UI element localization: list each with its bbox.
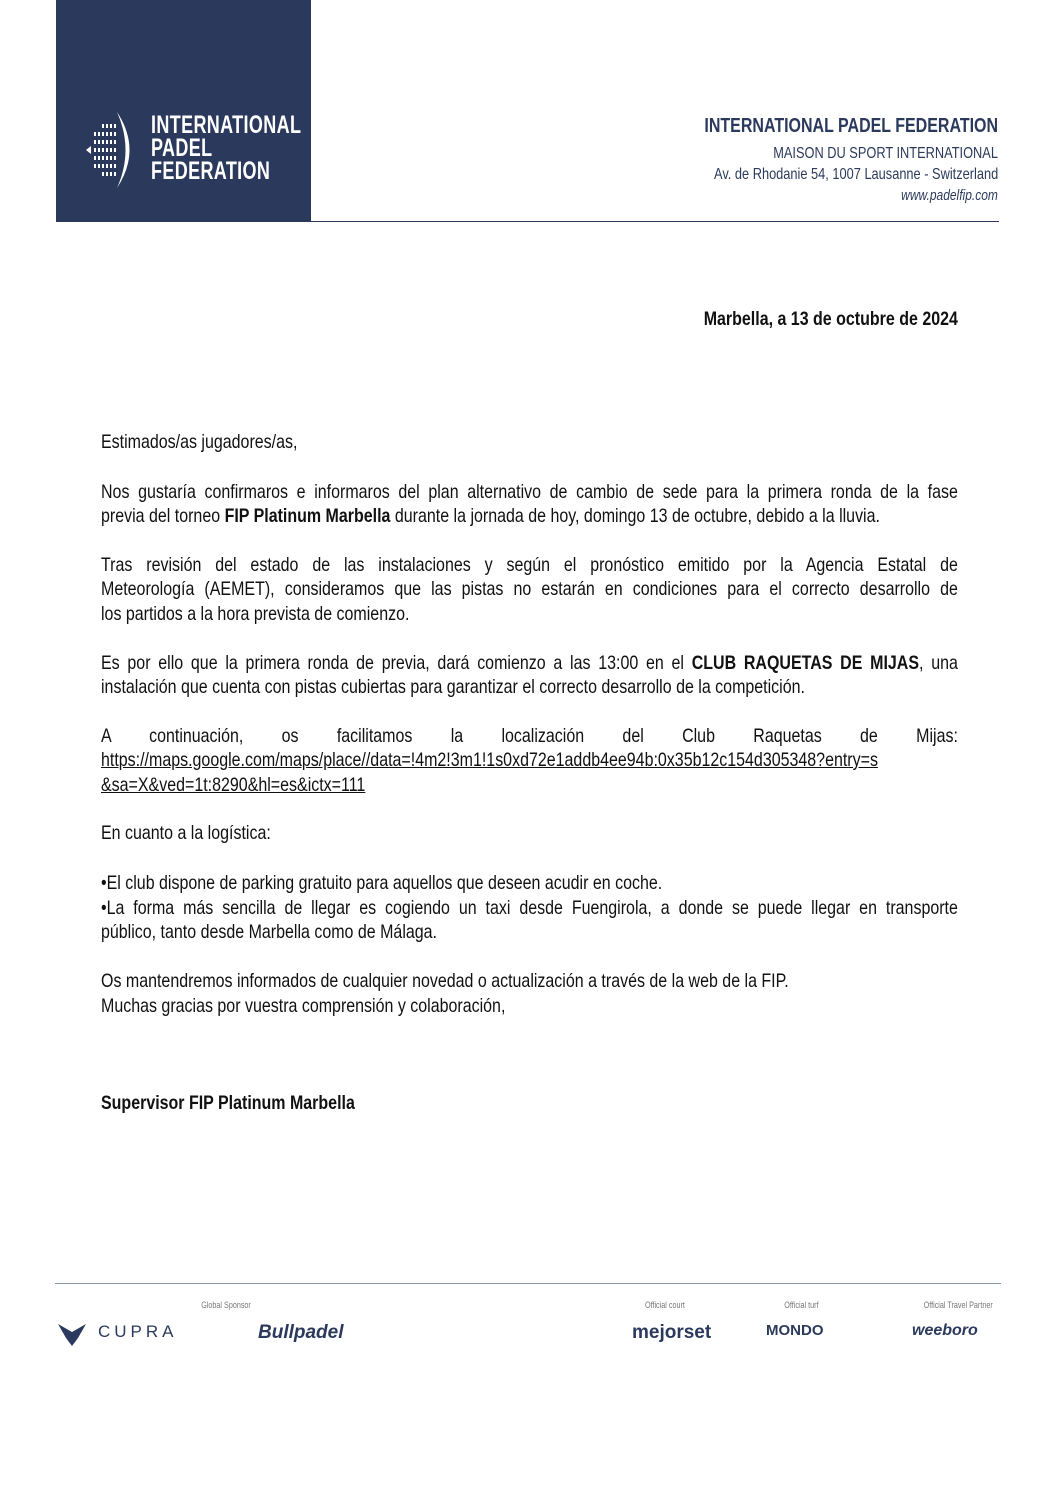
text-segment: instalación que cuenta con pistas cubiertas para garantizar el correcto desarrollo de la competición. xyxy=(101,676,805,698)
bold-text: CLUB RAQUETAS DE MIJAS xyxy=(691,652,920,674)
letter-line xyxy=(101,748,958,772)
text-segment: A continuación, os facilitamos la localización del Club Raquetas de Mijas: xyxy=(101,725,958,747)
bold-text: Supervisor FIP Platinum Marbella xyxy=(101,1092,355,1114)
logo-wordmark xyxy=(151,111,302,185)
sponsor-mondo: MONDO xyxy=(766,1322,824,1339)
letter-line xyxy=(101,896,958,920)
org-address-line-2: Av. de Rhodanie 54, 1007 Lausanne - Switzerland xyxy=(713,166,998,183)
letter-line xyxy=(101,675,958,699)
org-website[interactable]: www.padelfip.com xyxy=(901,187,998,204)
letter-line xyxy=(101,307,958,331)
text-segment: público, tanto desde Marbella como de Málaga. xyxy=(101,921,437,943)
sponsor-bullpadel: Bullpadel xyxy=(258,1322,344,1343)
sponsor-mejorset: mejorset xyxy=(632,1322,712,1343)
org-name: INTERNATIONAL PADEL FEDERATION xyxy=(704,115,998,137)
letter-line xyxy=(101,994,958,1018)
maps-link[interactable]: https://maps.google.com/maps/place//data=!4m2!3m1!1s0xd72e1addb4ee94b:0x35b12c154d305348?entry=s xyxy=(101,749,878,771)
org-address-line-1: MAISON DU SPORT INTERNATIONAL xyxy=(773,145,998,162)
padel-racket-logo-icon xyxy=(84,110,144,190)
letter-line xyxy=(101,504,958,528)
cupra-logo-icon xyxy=(58,1324,86,1346)
letter-line xyxy=(101,651,958,675)
text-segment: Nos gustaría confirmaros e informaros del plan alternativo de cambio de sede para la primera ronda de la fase xyxy=(101,481,958,503)
text-segment: los partidos a la hora prevista de comienzo. xyxy=(101,603,410,625)
text-segment: previa del torneo xyxy=(101,505,225,527)
text-segment: durante la jornada de hoy, domingo 13 de octubre, debido a la lluvia. xyxy=(390,505,880,527)
sponsor-label: Global Sponsor xyxy=(201,1300,251,1310)
letter-line xyxy=(101,920,958,944)
header-divider xyxy=(311,221,999,222)
bold-text: Marbella, a 13 de octubre de 2024 xyxy=(703,308,958,330)
text-segment: Estimados/as jugadores/as, xyxy=(101,431,298,453)
maps-link[interactable]: &sa=X&ved=1t:8290&hl=es&ictx=111 xyxy=(101,774,366,796)
letter-line xyxy=(101,773,958,797)
text-segment: Meteorología (AEMET), consideramos que las pistas no estarán en condiciones para el correcto desarrollo de xyxy=(101,578,958,600)
text-segment: •La forma más sencilla de llegar es cogiendo un taxi desde Fuengirola, a donde se puede llegar en transporte xyxy=(101,897,958,919)
letter-line xyxy=(101,724,958,748)
text-segment: Es por ello que la primera ronda de previa, dará comienzo a las 13:00 en el xyxy=(101,652,692,674)
footer-divider xyxy=(55,1283,1001,1284)
sponsor-weeboro: weeboro xyxy=(912,1322,978,1339)
logo-line: INTERNATIONAL xyxy=(151,111,302,139)
text-segment: •El club dispone de parking gratuito para aquellos que deseen acudir en coche. xyxy=(101,872,663,894)
sponsor-cupra: CUPRA xyxy=(98,1322,178,1341)
letter-line xyxy=(101,577,958,601)
logo-line: PADEL xyxy=(151,134,213,162)
letter-line xyxy=(101,871,958,895)
sponsor-label: Official turf xyxy=(784,1300,819,1310)
sponsor-label: Official Travel Partner xyxy=(923,1300,993,1310)
text-segment: Os mantendremos informados de cualquier novedad o actualización a través de la web de la FIP. xyxy=(101,970,789,992)
fip-logo-panel xyxy=(56,0,311,222)
letter-line xyxy=(101,969,958,993)
letter-line xyxy=(101,821,958,845)
sponsor-label: Official court xyxy=(644,1300,685,1310)
letter-line xyxy=(101,430,958,454)
letter-line xyxy=(101,480,958,504)
letter-line xyxy=(101,602,958,626)
text-segment: Tras revisión del estado de las instalaciones y según el pronóstico emitido por la Agencia Estatal de xyxy=(101,554,958,576)
text-segment: Muchas gracias por vuestra comprensión y colaboración, xyxy=(101,995,506,1017)
logo-line: FEDERATION xyxy=(151,157,271,185)
bold-text: FIP Platinum Marbella xyxy=(224,505,391,527)
letter-line xyxy=(101,553,958,577)
text-segment: , una xyxy=(919,652,958,674)
letter-line xyxy=(101,1091,958,1115)
text-segment: En cuanto a la logística: xyxy=(101,822,271,844)
